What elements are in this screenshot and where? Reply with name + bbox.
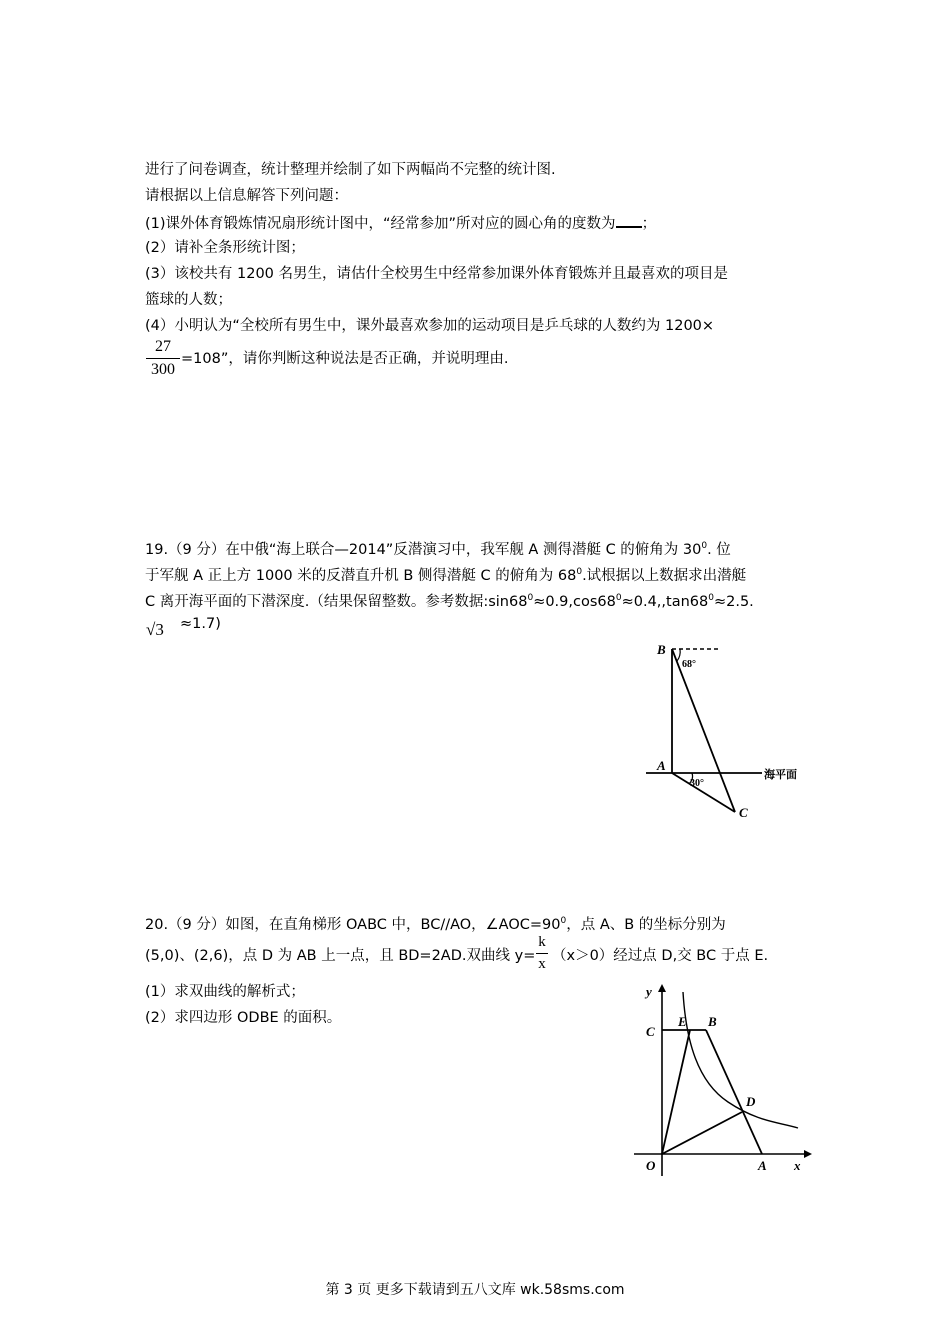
q20-line1	[145, 911, 726, 935]
q19-line2-end: .试根据以上数据求出潜艇	[582, 567, 747, 584]
q18-part3b: 篮球的人数；	[145, 292, 232, 308]
label-O: O	[646, 1158, 656, 1173]
fraction-bar	[146, 358, 180, 359]
sqrt3-symbol: √3	[146, 620, 164, 639]
degree-sup: 0	[615, 593, 622, 603]
label-x: x	[794, 1158, 801, 1173]
q19-figure	[640, 636, 830, 826]
q20-line1-end: ，点 A、B 的坐标分别为	[566, 916, 726, 933]
q19-line2	[145, 562, 746, 586]
y-axis-arrow	[658, 984, 666, 992]
q20-line2b: （x＞0）经过点 D,交 BC 于点 E.	[552, 948, 769, 964]
q18-intro: 进行了问卷调查，统计整理并绘制了如下两幅尚不完整的统计图.	[145, 162, 556, 178]
x-axis-arrow	[804, 1150, 812, 1158]
fraction-k-x	[536, 934, 548, 973]
label-C: C	[739, 805, 748, 820]
q18-part4a: (4）小明认为“全校所有男生中，课外最喜欢参加的运动项目是乒乓球的人数约为 1200×	[145, 318, 715, 334]
label-y: y	[646, 984, 652, 999]
q19-line3-end: ≈2.5.	[713, 593, 754, 610]
q20-line2a: (5,0)、(2,6)，点 D 为 AB 上一点，且 BD=2AD.双曲线 y=	[145, 948, 536, 964]
q19-line1	[145, 536, 731, 560]
q20-line1-text: 20.（9 分）如图，在直角梯形 OABC 中，BC//AO，∠AOC=90	[145, 916, 561, 933]
q19-line2-text: 于军舰 A 正上方 1000 米的反潜直升机 B 侧得潜艇 C 的俯角为 68	[145, 567, 577, 584]
fraction-denominator: 300	[151, 361, 175, 378]
label-B: B	[657, 642, 666, 657]
label-A: A	[657, 758, 666, 773]
q19-line3	[145, 588, 754, 612]
page-footer: 第 3 页 更多下载请到五八文库 wk.58sms.com	[325, 1282, 625, 1298]
q18-instruction: 请根据以上信息解答下列问题：	[145, 188, 348, 204]
label-B: B	[708, 1014, 717, 1029]
fraction-27-300	[146, 338, 180, 379]
degree-sup: 0	[527, 593, 534, 603]
q18-part3a: (3）该校共有 1200 名男生，请估什全校男生中经常参加课外体育锻炼并且最喜欢的项目是	[145, 266, 728, 282]
line-OE	[662, 1030, 690, 1154]
angle-68-label: 68°	[682, 659, 696, 670]
q18-part1	[145, 212, 656, 234]
q20-figure	[628, 982, 818, 1182]
label-E: E	[678, 1014, 687, 1029]
fraction-numerator: k	[538, 934, 546, 950]
angle-68-arc	[677, 649, 680, 661]
q18-part2: (2）请补全条形统计图；	[145, 240, 305, 256]
fraction-bar	[536, 953, 548, 954]
fraction-numerator: 27	[155, 338, 171, 355]
q19-line1-text: 19.（9 分）在中俄“海上联合—2014”反潜演习中，我军舰 A 测得潜艇 C 的俯角为 30	[145, 541, 702, 558]
q20-part2: (2）求四边形 ODBE 的面积。	[145, 1010, 342, 1026]
q18-part1-end: ；	[641, 216, 657, 232]
q19-line3-text: C 离开海平面的下潜深度.（结果保留整数。参考数据:sin68	[145, 593, 528, 610]
fraction-denominator: x	[538, 956, 546, 972]
label-A: A	[758, 1158, 767, 1173]
label-C: C	[646, 1024, 655, 1039]
degree-sup: 0	[708, 593, 714, 603]
q19-line4: ≈1.7)	[180, 616, 221, 632]
degree-sup: 0	[701, 541, 708, 551]
degree-sup: 0	[576, 567, 583, 577]
sea-level-label: 海平面	[764, 768, 797, 781]
q18-part1-text: (1)课外体育锻炼情况扇形统计图中，“经常参加”所对应的圆心角的度数为	[145, 216, 616, 232]
q19-line3-tan: ≈0.4,,tan68	[621, 593, 709, 610]
answer-blank	[616, 212, 642, 228]
line-BA	[706, 1030, 762, 1154]
q18-part4b: =108”，请你判断这种说法是否正确，并说明理由.	[181, 351, 509, 367]
q20-part1: (1）求双曲线的解析式；	[145, 984, 305, 1000]
q19-line3-cos: ≈0.9,cos68	[533, 593, 616, 610]
line-OD	[662, 1112, 742, 1154]
q19-line1-end: . 位	[707, 541, 731, 558]
angle-30-label: 30°	[690, 778, 704, 789]
degree-sup: 0	[560, 916, 567, 926]
label-D: D	[746, 1094, 756, 1109]
